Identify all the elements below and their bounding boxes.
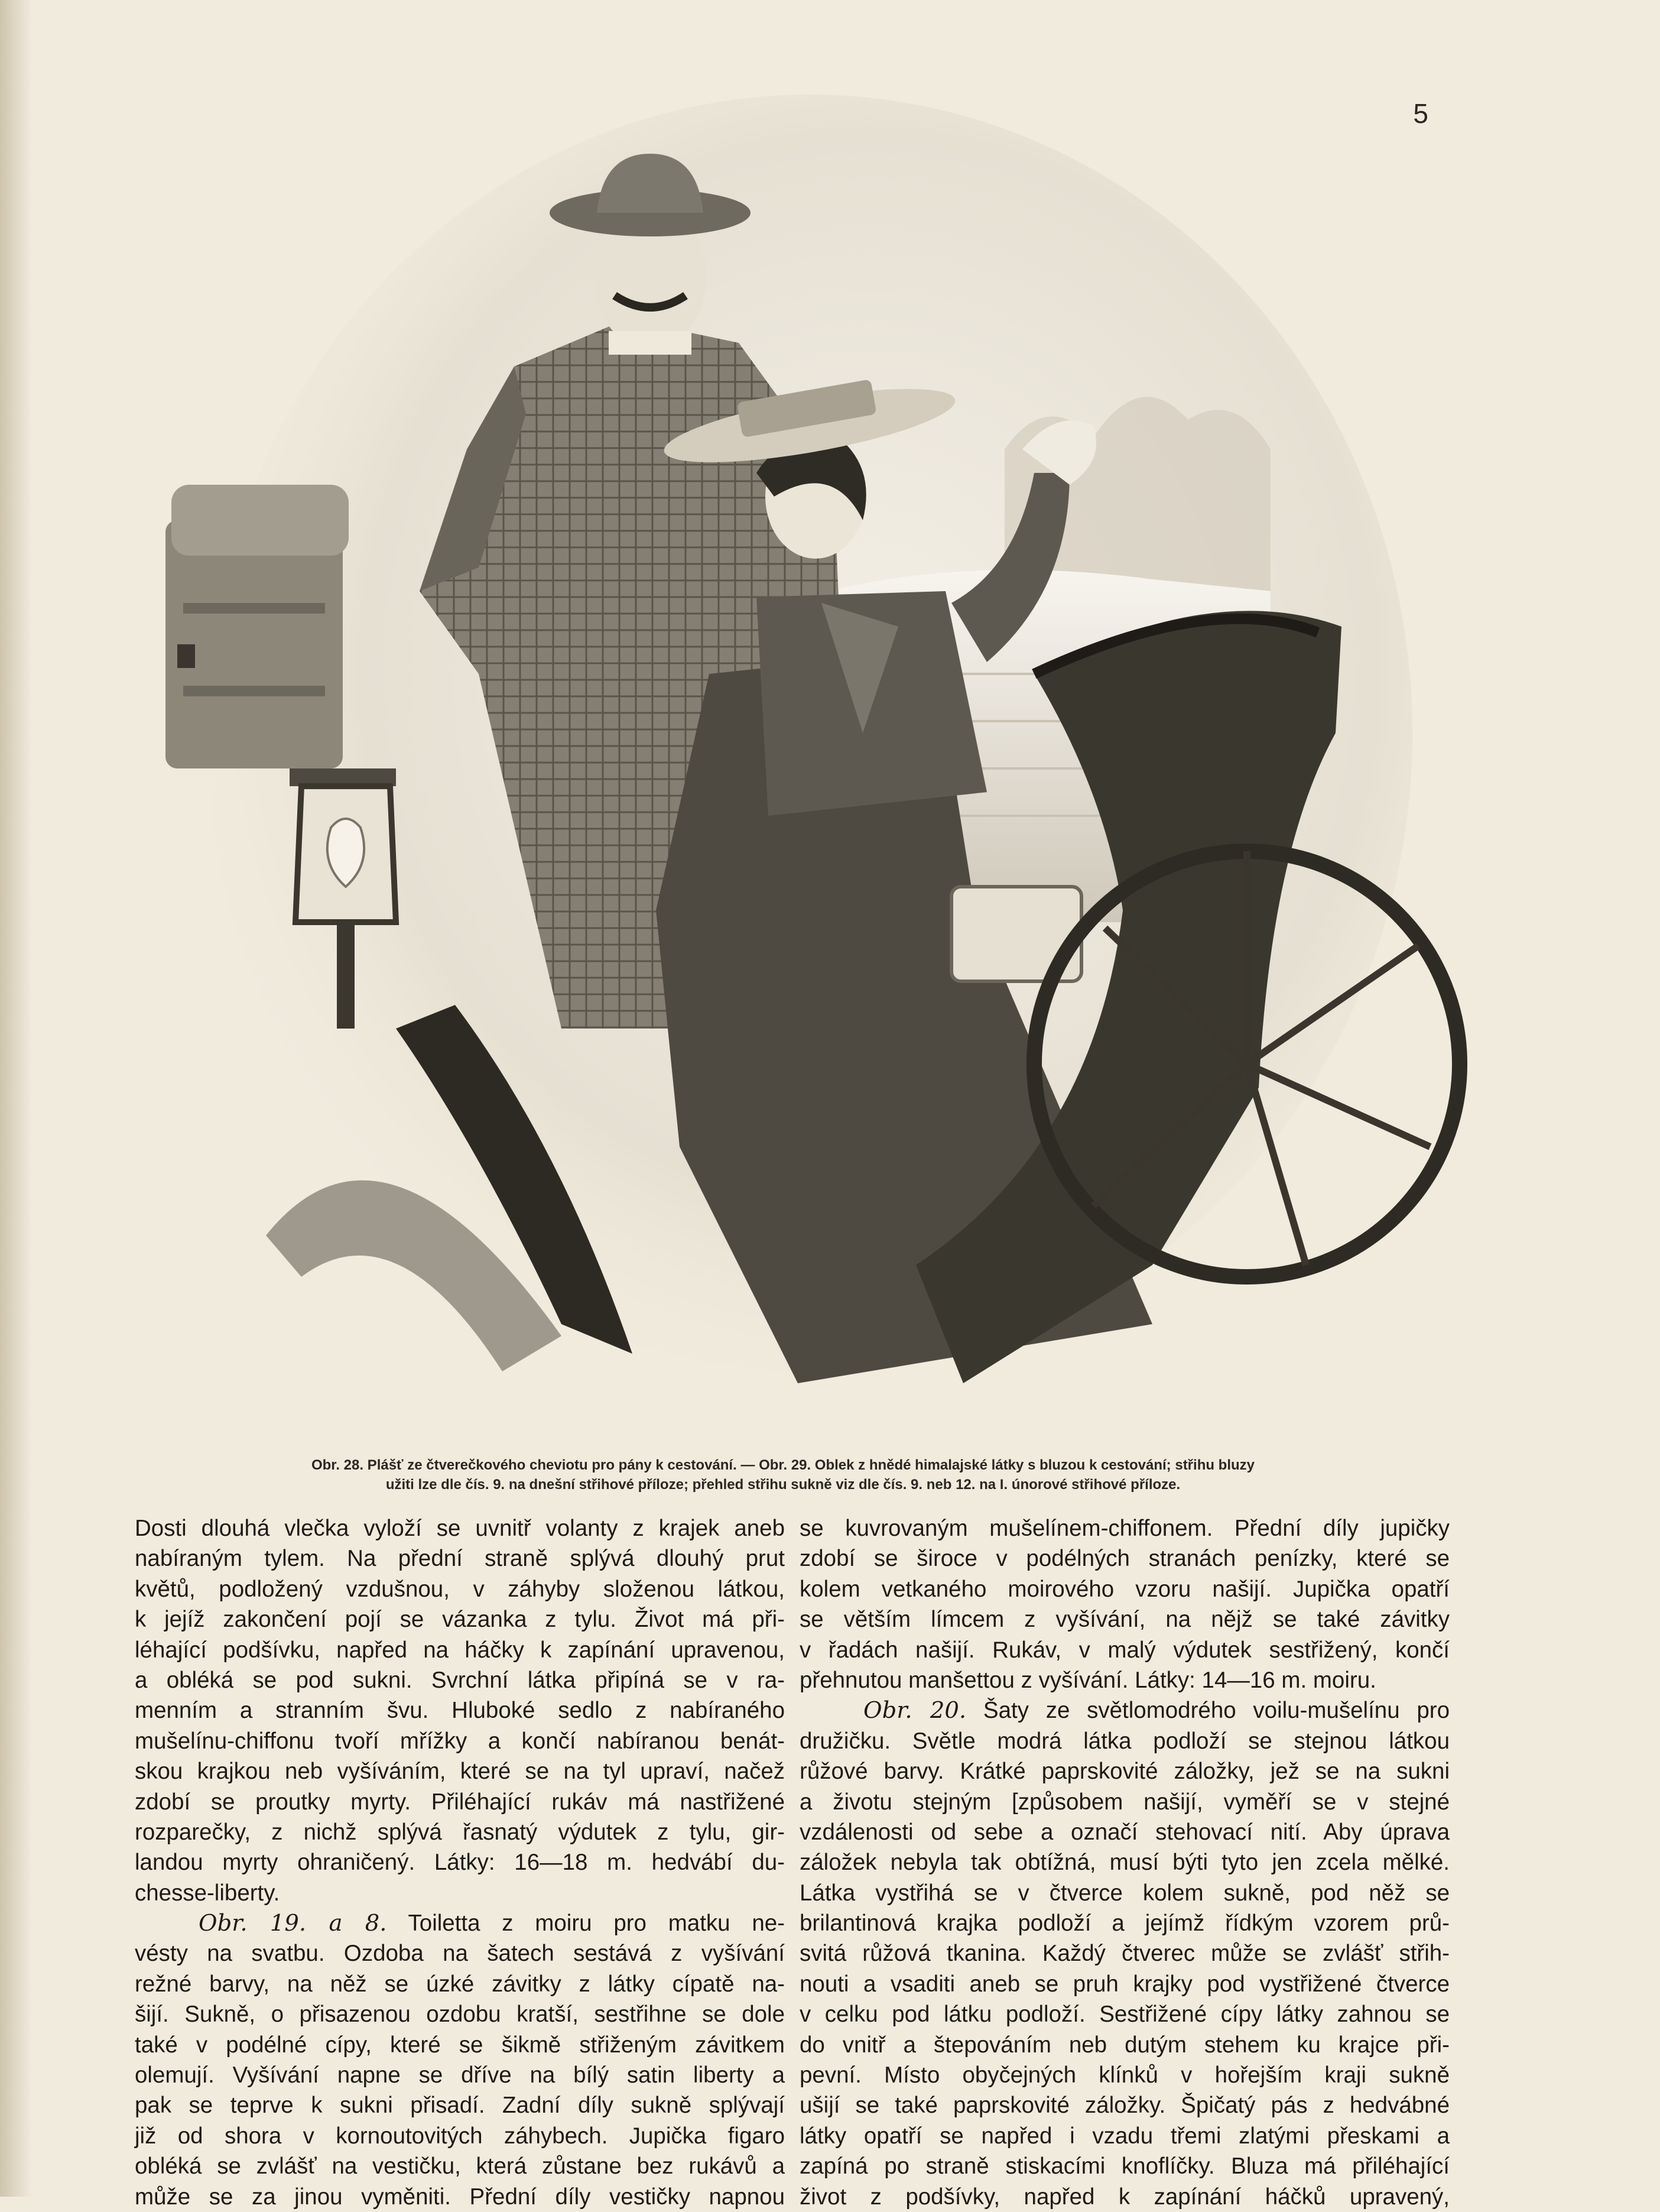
page-spine-shadow [0,0,32,2197]
text-line: vésty na svatbu. Ozdoba na šatech sestává z vyšívání [135,1941,785,1967]
text-line: již od shora v kornoutovitých záhybech. Jupička figaro [135,2123,785,2149]
text-line: záložek nebyla tak obtížná, musí býti tyto jen zcela mělké. [800,1850,1450,1876]
right-text-column [800,1513,1450,2212]
text-line: a životu stejným [způsobem našijí, vyměří se v stejné [800,1789,1450,1815]
text-line: vzdálenosti od sebe a označí stehovací nití. Aby úprava [800,1819,1450,1845]
text-line: do vnitř a štepováním neb dutým stehem ku krajce při- [800,2032,1450,2058]
text-line: a obléká se pod sukni. Svrchní látka připíná se v ra- [135,1667,785,1693]
figure-caption [228,1455,1339,1494]
text-line: léhající podšívku, napřed na háčky k zapínání upravenou, [135,1637,785,1663]
paragraph-start-line [800,1695,1450,1726]
caption-line: užiti lze dle čís. 9. na dnešní střihové příloze; přehled střihu sukně viz dle čís. 9. neb 12. na I. únorové střihové příloze. [385,1477,1181,1493]
text-line: olemují. Vyšívání napne se dříve na bílý satin liberty a [135,2062,785,2088]
text-fragment: Toiletta z moiru pro matku ne- [408,1911,785,1937]
text-line: mušelínu-chiffonu tvoří mřížky a končí nabíranou benát- [135,1728,785,1754]
text-line: nouti a vsaditi aneb se pruh krajky pod vystřižené čtverce [800,1971,1450,1997]
left-text-column [135,1513,785,2212]
text-line: zdobí se široce v podélných stranách penízky, které se [800,1546,1450,1572]
text-line: svitá růžová tkanina. Každý čtverec může se zvlášť střih- [800,1941,1450,1967]
text-line: se kuvrovaným mušelínem-chiffonem. Přední díly jupičky [800,1516,1450,1541]
text-line: v řadách našijí. Rukáv, v malý výdutek sestřižený, končí [800,1637,1450,1663]
text-line: může se za jinou vyměniti. Přední díly vestičky napnou [135,2184,785,2210]
text-line: obléká se zvlášť na vestičku, která zůstane bez rukávů a [135,2153,785,2179]
caption-line: Obr. 28. Plášť ze čtverečkového cheviotu pro pány k cestování. — Obr. 29. Oblek z hnědé himalajské látky s bluzou k cestování; střihu bluzy [311,1457,1255,1473]
page-number: 5 [1413,98,1428,129]
text-line: v celku pod látku podloží. Sestřižené cípy látky zahnou se [800,2002,1450,2028]
text-line: přehnutou manšettou z vyšívání. Látky: 14—16 m. moiru. [800,1667,1376,1693]
text-line: brilantinová krajka podloží a jejímž řídkým vzorem prů- [800,1911,1450,1937]
text-line: růžové barvy. Krátké paprskovité záložky, jež se na sukni [800,1759,1450,1785]
text-line: režné barvy, na něž se úzké závitky z látky cípatě na- [135,1971,785,1997]
text-line: nabíraným tylem. Na přední straně splývá dlouhý prut [135,1546,785,1572]
text-line: kolem vetkaného moirového vzoru našijí. Jupička opatří [800,1576,1450,1602]
text-line: menním a stranním švu. Hluboké sedlo z nabíraného [135,1698,785,1724]
text-line: k jejíž zakončení pojí se vázanka z tylu. Život má při- [135,1607,785,1633]
text-line: chesse-liberty. [135,1880,280,1906]
figure-reference: Obr. 19. a 8. [199,1910,387,1937]
text-line: rozparečky, z nichž splývá řasnatý výdutek z tylu, gir- [135,1819,785,1845]
text-fragment: Šaty ze světlomodrého voilu-mušelínu pro [983,1698,1450,1724]
text-line: Dosti dlouhá vlečka vyloží se uvnitř volanty z krajek aneb [135,1516,785,1541]
text-line: landou myrty ohraničený. Látky: 16—18 m. hedvábí du- [135,1850,785,1876]
text-line: květů, podložený vzdušnou, v záhyby složenou látkou, [135,1576,785,1602]
text-line: Látka vystřihá se v čtverce kolem sukně, pod něž se [800,1880,1450,1906]
text-line: pevní. Místo obyčejných klínků v hořejším kraji sukně [800,2062,1450,2088]
engraving-couple-in-carriage-icon [148,142,1371,1431]
text-line: šijí. Sukně, o přisazenou ozdobu kratší, sestřihne se dole [135,2002,785,2028]
text-line: život z podšívky, napřed k zapínání háčků upravený, [800,2184,1450,2210]
text-line: skou krajkou neb vyšíváním, které se na tyl upraví, načež [135,1759,785,1785]
text-line: družičku. Světle modrá látka podloží se stejnou látkou [800,1728,1450,1754]
text-line: se větším límcem z vyšívání, na nějž se také závitky [800,1607,1450,1633]
fashion-illustration [148,142,1371,1431]
figure-reference: Obr. 20. [863,1697,967,1724]
text-line: zapíná po straně stiskacími knoflíčky. Bluza má přiléhající [800,2153,1450,2179]
paragraph-start-line [135,1908,785,1938]
text-line: ušijí se také paprskovité záložky. Špičatý pás z hedvábné [800,2093,1450,2119]
text-line: látky opatří se napřed i vzadu třemi zlatými přeskami a [800,2123,1450,2149]
text-line: také v podélné cípy, které se šikmě střiženým závitkem [135,2032,785,2058]
text-line: zdobí se proutky myrty. Přiléhající rukáv má nastřižené [135,1789,785,1815]
text-line: pak se teprve k sukni přisadí. Zadní díly sukně splývají [135,2093,785,2119]
